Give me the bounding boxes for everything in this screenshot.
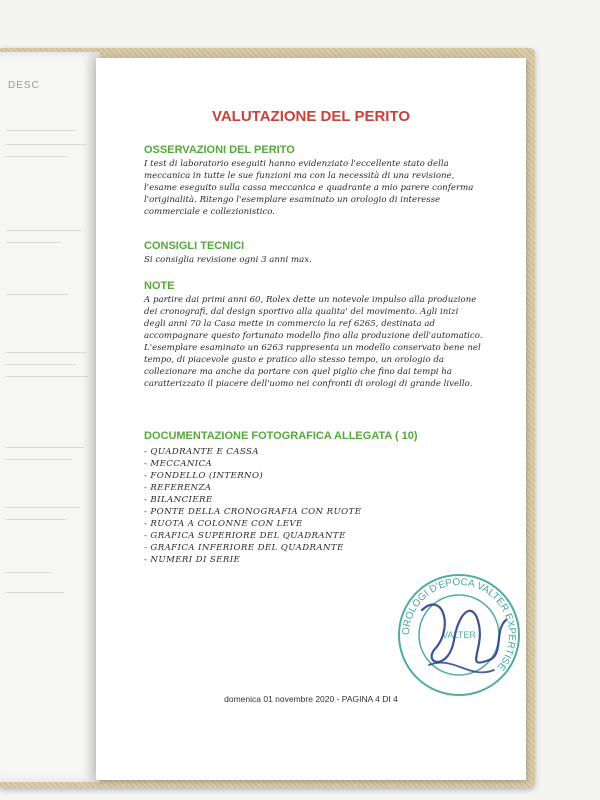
text-line: l'originalità. Ritengo l'esemplare esaminato un orologio di interesse bbox=[144, 195, 441, 205]
left-page-faint-line bbox=[6, 352, 86, 353]
page-title: VALUTAZIONE DEL PERITO bbox=[211, 108, 411, 125]
text-line: meccanica in tutte le sue funzioni ma con la necessità di una revisione, bbox=[144, 171, 455, 181]
section-heading-osservazioni: OSSERVAZIONI DEL PERITO bbox=[144, 144, 295, 156]
left-page-faint-line bbox=[6, 242, 61, 243]
list-item: - NUMERI DI SERIE bbox=[144, 555, 241, 565]
list-item: - PONTE DELLA CRONOGRAFIA CON RUOTE bbox=[144, 507, 362, 517]
text-line: collezionare ma anche da portare con quel piglio che fino dai tempi ha bbox=[144, 367, 452, 377]
left-page-faint-line bbox=[6, 519, 66, 520]
expertise-stamp bbox=[394, 570, 524, 700]
list-item: - REFERENZA bbox=[144, 483, 212, 493]
text-line: l'esame eseguito sulla cassa meccanica e quadrante a mio parere conferma bbox=[144, 183, 474, 193]
section-body-consigli bbox=[144, 254, 504, 266]
list-item: - GRAFICA SUPERIORE DEL QUADRANTE bbox=[144, 531, 346, 541]
left-page-faint-text: DESC bbox=[8, 80, 40, 91]
section-heading-note: NOTE bbox=[144, 280, 175, 292]
left-page-faint-line bbox=[6, 447, 84, 448]
text-line: A partire dai primi anni 60, Rolex dette un notevole impulso alla produzione bbox=[144, 295, 477, 305]
text-line: tempo, di piacevole gusto e pratico allo stesso tempo, un orologio da bbox=[144, 355, 444, 365]
text-line: I test di laboratorio eseguiti hanno evidenziato l'eccellente stato della bbox=[144, 159, 449, 169]
text-line: caratterizzato il piacere dell'uomo nei confronti di orologi di grande livello. bbox=[144, 379, 473, 389]
left-page-faint-line bbox=[6, 572, 50, 573]
list-item: - GRAFICA INFERIORE DEL QUADRANTE bbox=[144, 543, 344, 553]
stamp-ring-text: OROLOGI D'EPOCA VALTER EXPERTISE bbox=[400, 576, 518, 673]
documentation-list bbox=[144, 446, 361, 566]
list-item: - RUOTA A COLONNE CON LEVE bbox=[144, 519, 303, 529]
left-page-faint-line bbox=[6, 459, 72, 460]
section-body-note bbox=[144, 294, 504, 390]
text-line: accompagnare questo fortunato modello fino alla produzione dell'automatico. bbox=[144, 331, 483, 341]
section-heading-documentazione: DOCUMENTAZIONE FOTOGRAFICA ALLEGATA ( 10) bbox=[144, 430, 418, 442]
page-footer: domenica 01 novembre 2020 - PAGINA 4 DI 4 bbox=[224, 694, 398, 704]
list-item: - BILANCIERE bbox=[144, 495, 213, 505]
list-item: - MECCANICA bbox=[144, 459, 213, 469]
left-page-faint-line bbox=[6, 507, 80, 508]
text-line: degli anni 70 la Casa mette in commercio la ref 6265, destinata ad bbox=[144, 319, 435, 329]
left-page-faint-line bbox=[6, 130, 76, 131]
list-item: - FONDELLO (INTERNO) bbox=[144, 471, 264, 481]
section-body-osservazioni bbox=[144, 158, 504, 218]
left-page-faint-line bbox=[6, 364, 76, 365]
list-item: - QUADRANTE E CASSA bbox=[144, 447, 259, 457]
signature-underline bbox=[429, 663, 494, 673]
left-page-faint-line bbox=[6, 230, 81, 231]
left-page-faint-line bbox=[6, 592, 64, 593]
text-line: commerciale e collezionistico. bbox=[144, 207, 276, 217]
section-heading-consigli: CONSIGLI TECNICI bbox=[144, 240, 245, 252]
text-line: dei cronografi, dal design sportivo alla qualita' del movimento. Agli inizi bbox=[144, 307, 459, 317]
left-page-faint-line bbox=[6, 144, 86, 145]
text-line: Si consiglia revisione ogni 3 anni max. bbox=[144, 255, 312, 265]
left-page-faint-line bbox=[6, 294, 68, 295]
left-page-faint-line bbox=[6, 156, 66, 157]
text-line: L'esemplare esaminato un 6263 rappresenta un modello conservato bene nel bbox=[144, 343, 481, 353]
stamp-center-text: VALTER bbox=[442, 630, 476, 640]
left-page bbox=[0, 52, 100, 782]
left-page-faint-line bbox=[6, 376, 88, 377]
appraisal-page bbox=[96, 58, 526, 780]
